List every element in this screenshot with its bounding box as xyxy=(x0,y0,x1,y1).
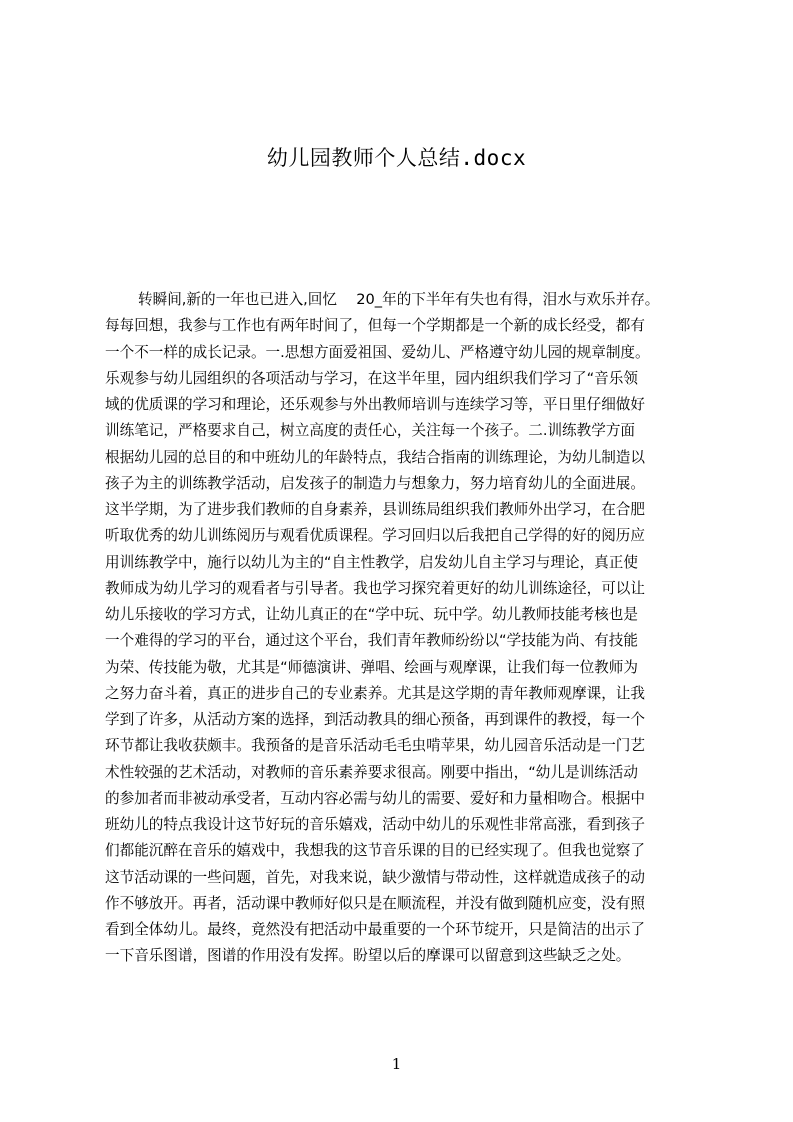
paragraph-line: 乐观参与幼儿园组织的各项活动与学习，在这半年里，园内组织我们学习了“音乐领 xyxy=(105,369,638,387)
paragraph-line: 根据幼儿园的总目的和中班幼儿的年龄特点，我结合指南的训练理论，为幼儿制造以 xyxy=(105,448,645,466)
paragraph-line: 这半学期，为了进步我们教师的自身素养，县训练局组织我们教师外出学习，在合肥 xyxy=(105,501,645,518)
paragraph-line: 们都能沉醉在音乐的嬉戏中，我想我的这节音乐课的目的已经实现了。但我也觉察了 xyxy=(105,842,645,860)
paragraph-line: 用训练教学中，施行以幼儿为主的“自主性教学，启发幼儿自主学习与理论，真正使 xyxy=(105,553,638,571)
paragraph-line: 这节活动课的一些问题，首先，对我来说，缺少激情与带动性，这样就造成孩子的动 xyxy=(105,868,645,886)
paragraph-line: 一个难得的学习的平台，通过这个平台，我们青年教师纷纷以“学技能为尚、有技能 xyxy=(105,632,638,650)
paragraph-line: 每每回想，我参与工作也有两年时间了，但每一个学期都是一个新的成长经受，都有 xyxy=(105,317,645,335)
paragraph-line: 转瞬间,新的一年也已进入,回忆 20_年的下半年有失也有得，泪水与欢乐并存。 xyxy=(138,291,660,308)
paragraph-line: 之努力奋斗着，真正的进步自己的专业素养。尤其是这学期的青年教师观摩课，让我 xyxy=(105,684,645,702)
paragraph-line: 训练笔记，严格要求自己，树立高度的责任心，关注每一个孩子。二.训练教学方面 xyxy=(105,422,636,440)
page-number: 1 xyxy=(391,1055,402,1073)
paragraph-line: 为荣、传技能为敬，尤其是“师德演讲、弹唱、绘画与观摩课，让我们每一位教师为 xyxy=(105,658,638,676)
paragraph-line: 教师成为幼儿学习的观看者与引导者。我也学习探究着更好的幼儿训练途径，可以让 xyxy=(105,579,645,597)
paragraph-line: 听取优秀的幼儿训练阅历与观看优质课程。学习回归以后我把自己学得的好的阅历应 xyxy=(105,527,645,545)
paragraph-line: 环节都让我收获颇丰。我预备的是音乐活动毛毛虫啃苹果，幼儿园音乐活动是一门艺 xyxy=(105,737,645,755)
paragraph-line: 一下音乐图谱，图谱的作用没有发挥。盼望以后的摩课可以留意到这些缺乏之处。 xyxy=(105,947,631,965)
paragraph-line: 一个不一样的成长记录。一.思想方面爱祖国、爱幼儿、严格遵守幼儿园的规章制度。 xyxy=(105,343,650,361)
paragraph-line: 学到了许多，从活动方案的选择，到活动教具的细心预备，再到课件的教授，每一个 xyxy=(105,711,645,728)
paragraph-line: 幼儿乐接收的学习方式，让幼儿真正的在“学中玩、玩中学。幼儿教师技能考核也是 xyxy=(105,606,638,623)
paragraph-line: 作不够放开。再者，活动课中教师好似只是在顺流程，并没有做到随机应变，没有照 xyxy=(105,894,645,912)
paragraph-line: 孩子为主的训练教学活动，启发孩子的制造力与想象力，努力培育幼儿的全面进展。 xyxy=(105,474,645,492)
document-body xyxy=(105,287,725,970)
paragraph-line: 班幼儿的特点我设计这节好玩的音乐嬉戏，活动中幼儿的乐观性非常高涨，看到孩子 xyxy=(105,816,645,833)
paragraph-line: 看到全体幼儿。最终，竟然没有把活动中最重要的一个环节绽开，只是简洁的出示了 xyxy=(105,921,645,938)
paragraph-line: 域的优质课的学习和理论，还乐观参与外出教师培训与连续学习等，平日里仔细做好 xyxy=(105,396,645,413)
paragraph-line: 术性较强的艺术活动，对教师的音乐素养要求很高。刚要中指出，“幼儿是训练活动 xyxy=(105,763,638,781)
document-title: 幼儿园教师个人总结.docx xyxy=(266,146,527,170)
paragraph-line: 的参加者而非被动承受者，互动内容必需与幼儿的需要、爱好和力量相吻合。根据中 xyxy=(105,789,645,807)
